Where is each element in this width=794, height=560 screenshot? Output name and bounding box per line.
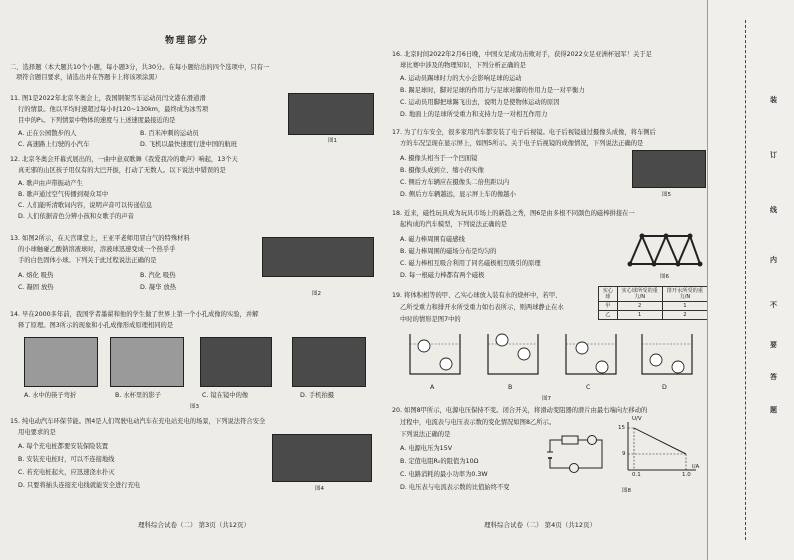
option-d: D. 手机拍摄 bbox=[300, 392, 335, 399]
option-a: A. 磁力棒周围有磁感线 bbox=[400, 236, 465, 243]
figure-3b-photo bbox=[110, 337, 184, 387]
table-cell: 1 bbox=[662, 302, 707, 311]
question-12-line: 12. 北京冬奥会开幕式展出的，一曲中意双歌舞《我爱我冷的歌声》响起，13个天 bbox=[10, 156, 238, 163]
question-11-line: 目中的P₁。下列情景中物体的速度与上述速度最接近的是 bbox=[18, 117, 176, 124]
table-header: 排开水所受的重力/N bbox=[662, 287, 707, 302]
figure-6-caption: 图6 bbox=[660, 274, 669, 280]
q19-table bbox=[598, 286, 708, 320]
question-19-line: 乙所受重力和排开水所受重力如右表所示，则两球静止在水 bbox=[400, 304, 564, 311]
fig7-option-b: B bbox=[508, 384, 513, 391]
question-20-line: 20. 如图8甲所示，电源电压保持不变。闭合开关，将滑动变阻器的滑片由最右端向左移动的 bbox=[392, 407, 648, 414]
question-13-line: 的小球触碰乙酸钠溶液球时，溶液球迅速变成一个热乎乎 bbox=[18, 246, 176, 253]
question-11-line: 行的情景。他以平均时速超过每小时120~130km，最终成为冰雪项 bbox=[18, 106, 209, 113]
binding-char: 装 bbox=[770, 96, 777, 104]
question-19-line: 中时的情形是图7中的 bbox=[400, 316, 461, 323]
option-b: B. 百米冲刺的运动员 bbox=[140, 130, 199, 137]
option-c: C. 凝固 放热 bbox=[18, 284, 54, 291]
option-c: C. 运动员用脚把球踢飞出去，说明力是使物体运动的原因 bbox=[400, 99, 560, 106]
question-14-line: 14. 早在2000多年前，我国学者墨翟和他的学生做了世界上第一个小孔成像的实验，并解 bbox=[10, 311, 259, 318]
option-c: C. 若充电桩起火，应迅速浇水扑灭 bbox=[18, 469, 115, 476]
question-17-line: 17. 为了行车安全，很多家用汽车都安装了电子后视镜。电子后视镜通过摄像头成像，将车侧后 bbox=[392, 129, 656, 136]
page-footer: 理科综合试卷（二） 第3页（共12页） bbox=[138, 521, 250, 529]
question-15-line: 用电要求的是 bbox=[18, 429, 56, 436]
option-b: B. 定值电阻R₀的阻值为10Ω bbox=[400, 458, 479, 465]
figure-4-caption: 图4 bbox=[315, 486, 324, 492]
question-16-line: 球比赛中涉及的物理知识，下列分析正确的是 bbox=[400, 62, 526, 69]
binding-char: 题 bbox=[770, 406, 777, 414]
table-cell: 1 bbox=[617, 311, 662, 320]
figure-8-circuit bbox=[544, 432, 608, 476]
option-b: B. 歌声通过空气传播到观众耳中 bbox=[18, 191, 109, 198]
table-header: 实心球 bbox=[599, 287, 618, 302]
option-a: A. 正在公园散步的人 bbox=[18, 130, 77, 137]
binding-char: 不 bbox=[770, 301, 777, 309]
option-c: C. 高速路上行驶的小汽车 bbox=[18, 141, 90, 148]
graph-y-label: U/V bbox=[632, 416, 642, 422]
fig7-option-d: D bbox=[662, 384, 667, 391]
option-b: B. 磁力棒周围的磁场分布是均匀的 bbox=[400, 248, 497, 255]
question-17-line: 方的车况呈现在显示屏上，如图5所示。关于电子后视镜的成像情况，下列说法正确的是 bbox=[400, 140, 644, 147]
graph-x-label: I/A bbox=[692, 464, 700, 470]
graph-y-tick: 9 bbox=[622, 451, 626, 457]
figure-1-photo bbox=[288, 93, 374, 135]
intro-line: 项符合题目要求，请选出并在答题卡上将该项涂黑） bbox=[16, 74, 161, 81]
option-d: D. 飞机以最快速度行进中国的航班 bbox=[140, 141, 238, 148]
option-c: C. 人们能听清歌词内容，说明声音可以传递信息 bbox=[18, 202, 153, 209]
option-d: D. 每一根磁力棒都有两个磁极 bbox=[400, 272, 485, 279]
question-18-line: 18. 近来，磁性玩具成为玩具市场上的新趋之秀，图6是由多根不同颜色的磁棒拼接在一 bbox=[392, 210, 635, 217]
table-cell: 甲 bbox=[599, 302, 618, 311]
figure-8-graph bbox=[616, 418, 702, 478]
table-cell: 乙 bbox=[599, 311, 618, 320]
question-13-line: 13. 如图2所示，在天宫课堂上，王亚平老师用冒白气的特殊材料 bbox=[10, 235, 190, 242]
binding-char: 要 bbox=[770, 341, 777, 349]
question-20-line: 下列说法正确的是 bbox=[400, 431, 451, 438]
option-c: C. 镜在镜中的像 bbox=[202, 392, 249, 399]
figure-4-photo bbox=[272, 434, 372, 482]
question-12-line: 真无邪的山区孩子用仅有的大巴开拔，打动了无数人。以下说法中错误的是 bbox=[18, 167, 226, 174]
figure-6-drawing bbox=[626, 228, 704, 270]
option-b: B. 水杯里的影子 bbox=[115, 392, 162, 399]
question-18-line: 起构成的汽车模型，下列说法正确的是 bbox=[400, 221, 508, 228]
graph-x-tick: 0.1 bbox=[632, 472, 641, 478]
fig7-option-a: A bbox=[430, 384, 435, 391]
graph-x-tick: 1.0 bbox=[682, 472, 691, 478]
section-title: 物理部分 bbox=[165, 36, 210, 46]
table-row bbox=[599, 302, 708, 311]
question-13-line: 手的白色固体小球。下列关于此过程说法正确的是 bbox=[18, 257, 157, 264]
figure-8-caption: 图8 bbox=[622, 488, 631, 494]
option-b: B. 汽化 吸热 bbox=[140, 272, 176, 279]
option-c: C. 电路消耗的最小功率为0.3W bbox=[400, 471, 488, 478]
question-19-line: 19. 将体积相等的甲、乙实心球放入装有水的烧杯中，若甲、 bbox=[392, 292, 562, 299]
figure-3d-photo bbox=[292, 337, 366, 387]
option-b: B. 安装充电桩时，可以不连接地线 bbox=[18, 456, 115, 463]
question-11-line: 11. 图1是2022年北京冬奥会上，我国钢架雪车运动员闫文港在滑道滑 bbox=[10, 95, 206, 102]
figure-7-beakers bbox=[406, 330, 696, 382]
binding-char: 答 bbox=[770, 373, 777, 381]
option-a: A. 电源电压为15V bbox=[400, 445, 453, 452]
option-d: D. 只要将插头连接充电线就能安全进行充电 bbox=[18, 482, 141, 489]
question-14-line: 释了原理。图3所示的现象和小孔成像形成原理相同的是 bbox=[18, 322, 174, 329]
figure-5-caption: 图5 bbox=[662, 192, 671, 198]
binding-char: 线 bbox=[770, 206, 777, 214]
option-d: D. 凝华 放热 bbox=[140, 284, 177, 291]
question-16-line: 16. 北京时间2022年2月6日晚，中国女足成功击败对手，获得2022女足亚洲杯冠军！关于足 bbox=[392, 51, 652, 58]
option-d: D. 人们依据音色分辨小孩和女歌手的声音 bbox=[18, 213, 134, 220]
option-b: B. 摄像头成到立、缩小的实像 bbox=[400, 167, 484, 174]
option-a: A. 每个充电桩都要安装保险装置 bbox=[18, 443, 109, 450]
figure-2-caption: 图2 bbox=[312, 291, 321, 297]
figure-3-caption: 图3 bbox=[190, 404, 199, 410]
option-d: D. 侧后方车辆越远，显示屏上车的像越小 bbox=[400, 191, 516, 198]
option-a: A. 歌声由声带振动产生 bbox=[18, 180, 83, 187]
figure-7-caption: 图7 bbox=[542, 396, 551, 402]
table-row bbox=[599, 311, 708, 320]
intro-line: 二、选择题（本大题共10个小题，每小题3分，共30分。在每小题给出的四个选项中，只有一 bbox=[10, 64, 270, 71]
option-d: D. 地面上的足球所受重力和支持力是一对相互作用力 bbox=[400, 111, 548, 118]
question-15-line: 15. 纯电动汽车环保节能。图4是人们驾驶电动汽车在充电站充电的场景，下列说法符合安全 bbox=[10, 418, 266, 425]
table-header: 实心球所受的重力/N bbox=[617, 287, 662, 302]
figure-3c-photo bbox=[200, 337, 272, 387]
binding-margin bbox=[707, 0, 794, 560]
figure-5-photo bbox=[632, 150, 706, 188]
fig7-option-c: C bbox=[586, 384, 591, 391]
option-c: C. 侧后方车辆应在摄像头二倍焦距以内 bbox=[400, 179, 510, 186]
binding-char: 订 bbox=[770, 151, 777, 159]
table-cell: 2 bbox=[617, 302, 662, 311]
option-a: A. 水中的筷子弯折 bbox=[24, 392, 77, 399]
table-cell: 2 bbox=[662, 311, 707, 320]
option-c: C. 磁力棒相互吸合利用了同名磁极相互吸引的原理 bbox=[400, 260, 541, 267]
binding-dashed-line bbox=[745, 20, 746, 540]
figure-1-caption: 图1 bbox=[328, 138, 337, 144]
graph-y-tick: 15 bbox=[618, 425, 625, 431]
option-d: D. 电压表与电流表示数的比值始终不变 bbox=[400, 484, 510, 491]
option-a: A. 运动员踢球时力的大小会影响足球的运动 bbox=[400, 75, 522, 82]
table-header-row bbox=[599, 287, 708, 302]
question-20-line: 过程中，电流表与电压表示数的变化情况如图8乙所示。 bbox=[400, 419, 556, 426]
option-b: B. 踢足球时，脚对足球的作用力与足球对脚的作用力是一对平衡力 bbox=[400, 87, 585, 94]
option-a: A. 摄像头相当于一个凹面镜 bbox=[400, 155, 478, 162]
figure-2-photo bbox=[262, 237, 374, 277]
figure-3a-photo bbox=[24, 337, 98, 387]
option-a: A. 熔化 吸热 bbox=[18, 272, 54, 279]
binding-char: 内 bbox=[770, 256, 777, 264]
page-footer: 理科综合试卷（二） 第4页（共12页） bbox=[484, 521, 596, 529]
